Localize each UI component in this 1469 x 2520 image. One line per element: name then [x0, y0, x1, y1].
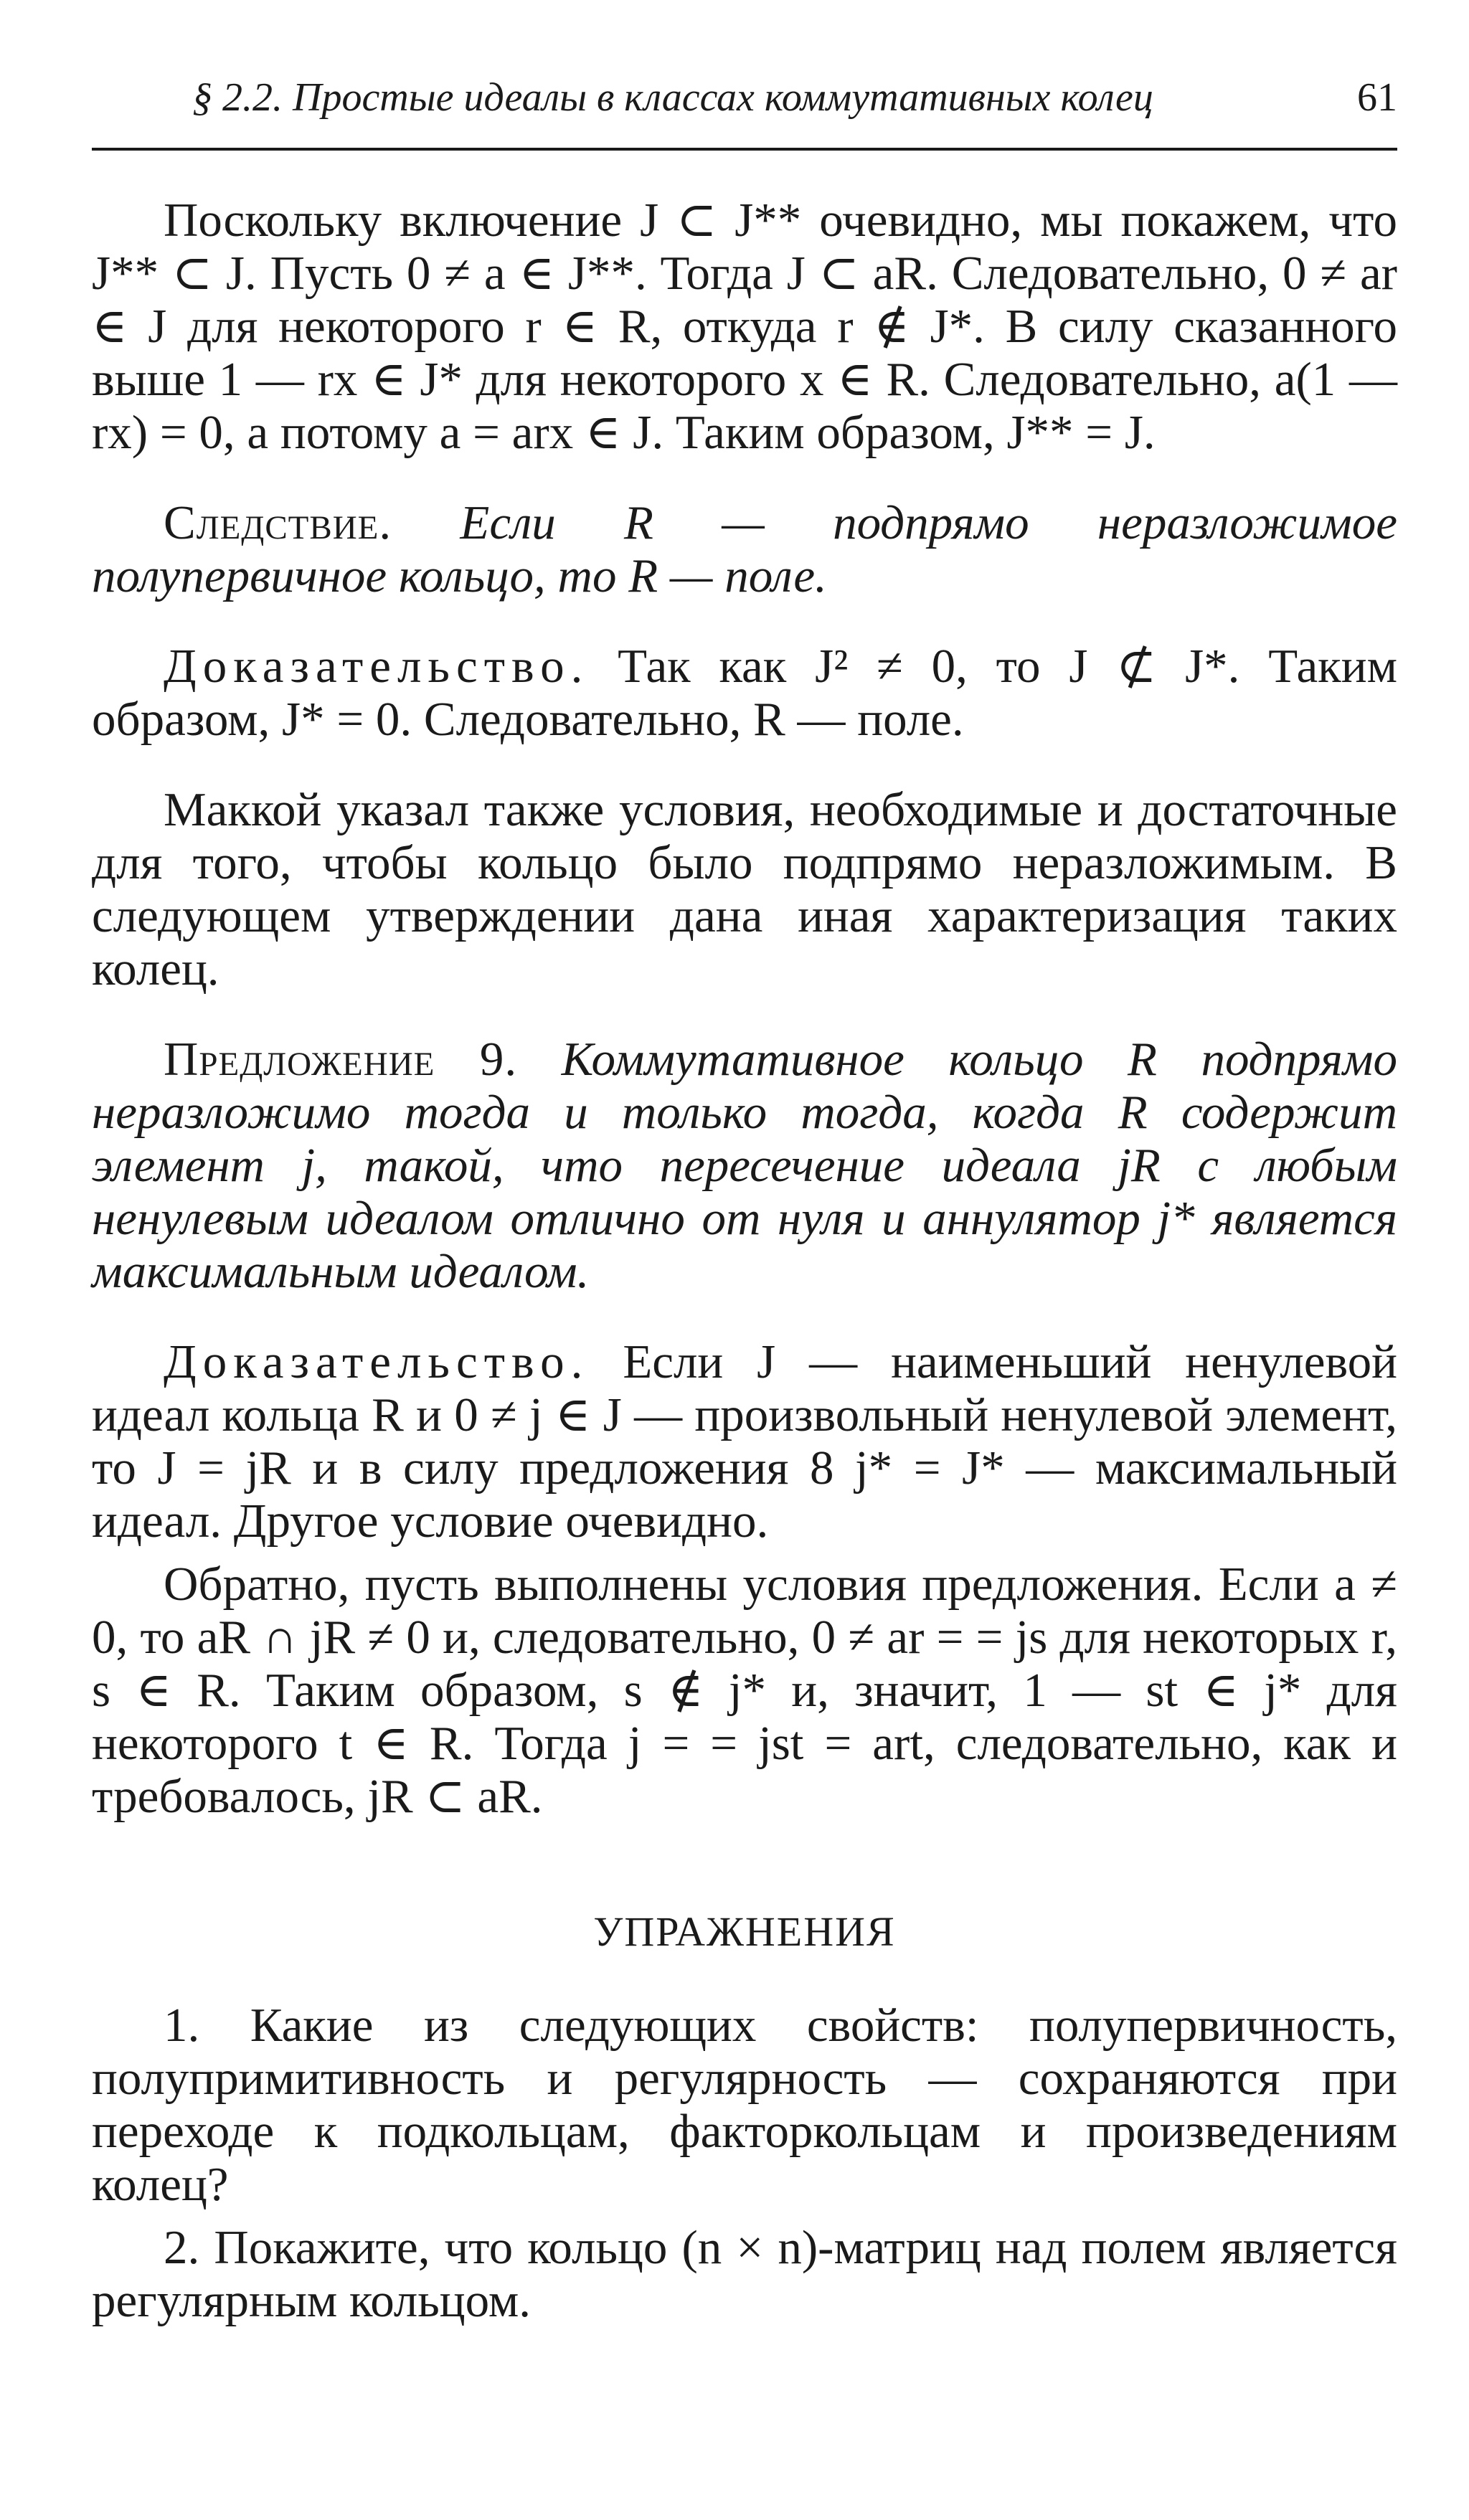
page [92, 69, 1397, 2327]
corollary [92, 496, 1397, 602]
exercise-item: 1. Какие из следующих свойств: полупервичность, полупримитивность и регулярность — сохраняются при переходе к подкольцам, факторкольцам и произведениям колец? [92, 1999, 1397, 2211]
page-number: 61 [1357, 75, 1397, 120]
proposition-proof [92, 1335, 1397, 1548]
proof-text: Если J — наименьший ненулевой идеал кольца R и 0 ≠ j ∈ J — произвольный ненулевой элемент, то J = jR и в силу предложения 8 j* = J* — максимальный идеал. Другое условие очевидно. [92, 1335, 1397, 1548]
exercises-heading: УПРАЖНЕНИЯ [593, 1908, 896, 1955]
paragraph-mccoy: Маккой указал также условия, необходимые и достаточные для того, чтобы кольцо было подпрямо неразложимым. В следующем утверждении дана иная характеризация таких колец. [92, 783, 1397, 995]
exercise-item: 2. Покажите, что кольцо (n × n)-матриц над полем является регулярным кольцом. [92, 2221, 1397, 2327]
corollary-statement: Если R — подпрямо неразложимое полупервичное кольцо, то R — поле. [92, 496, 1397, 602]
proof-text: Так как J² ≠ 0, то J ⊄ J*. Таким образом, J* = 0. Следовательно, R — поле. [92, 640, 1397, 746]
exercise-list [92, 1999, 1397, 2327]
proof-label: Доказательство. [164, 1335, 590, 1388]
proof-label: Доказательство. [164, 640, 590, 693]
header-title: § 2.2. Простые идеалы в классах коммутативных колец [192, 75, 1153, 120]
running-header [92, 69, 1397, 151]
corollary-label: Следствие. [164, 496, 392, 549]
body-text [92, 194, 1397, 2327]
paragraph-converse: Обратно, пусть выполнены условия предложения. Если a ≠ 0, то aR ∩ jR ≠ 0 и, следовательно, 0 ≠ ar = = js для некоторых r, s ∈ R. Таким образом, s ∉ j* и, значит, 1 — st ∈ j* для некоторого t ∈ R. Тогда j = = jst = art, следовательно, как и требовалось, jR ⊂ aR. [92, 1558, 1397, 1823]
proposition-label: Предложение 9. [164, 1033, 518, 1086]
corollary-proof [92, 640, 1397, 746]
proposition-statement: Коммутативное кольцо R подпрямо неразложимо тогда и только тогда, когда R содержит элемент j, такой, что пересечение идеала jR с любым ненулевым идеалом отлично от нуля и аннулятор j* является максимальным идеалом. [92, 1033, 1397, 1298]
paragraph-proof-continuation: Поскольку включение J ⊂ J** очевидно, мы покажем, что J** ⊂ J. Пусть 0 ≠ a ∈ J**. Тогда J ⊂ aR. Следовательно, 0 ≠ ar ∈ J для некоторого r ∈ R, откуда r ∉ J*. В силу сказанного выше 1 — rx ∈ J* для некоторого x ∈ R. Следовательно, a(1 — rx) = 0, а потому a = arx ∈ J. Таким образом, J** = J. [92, 194, 1397, 459]
proposition-9 [92, 1033, 1397, 1298]
